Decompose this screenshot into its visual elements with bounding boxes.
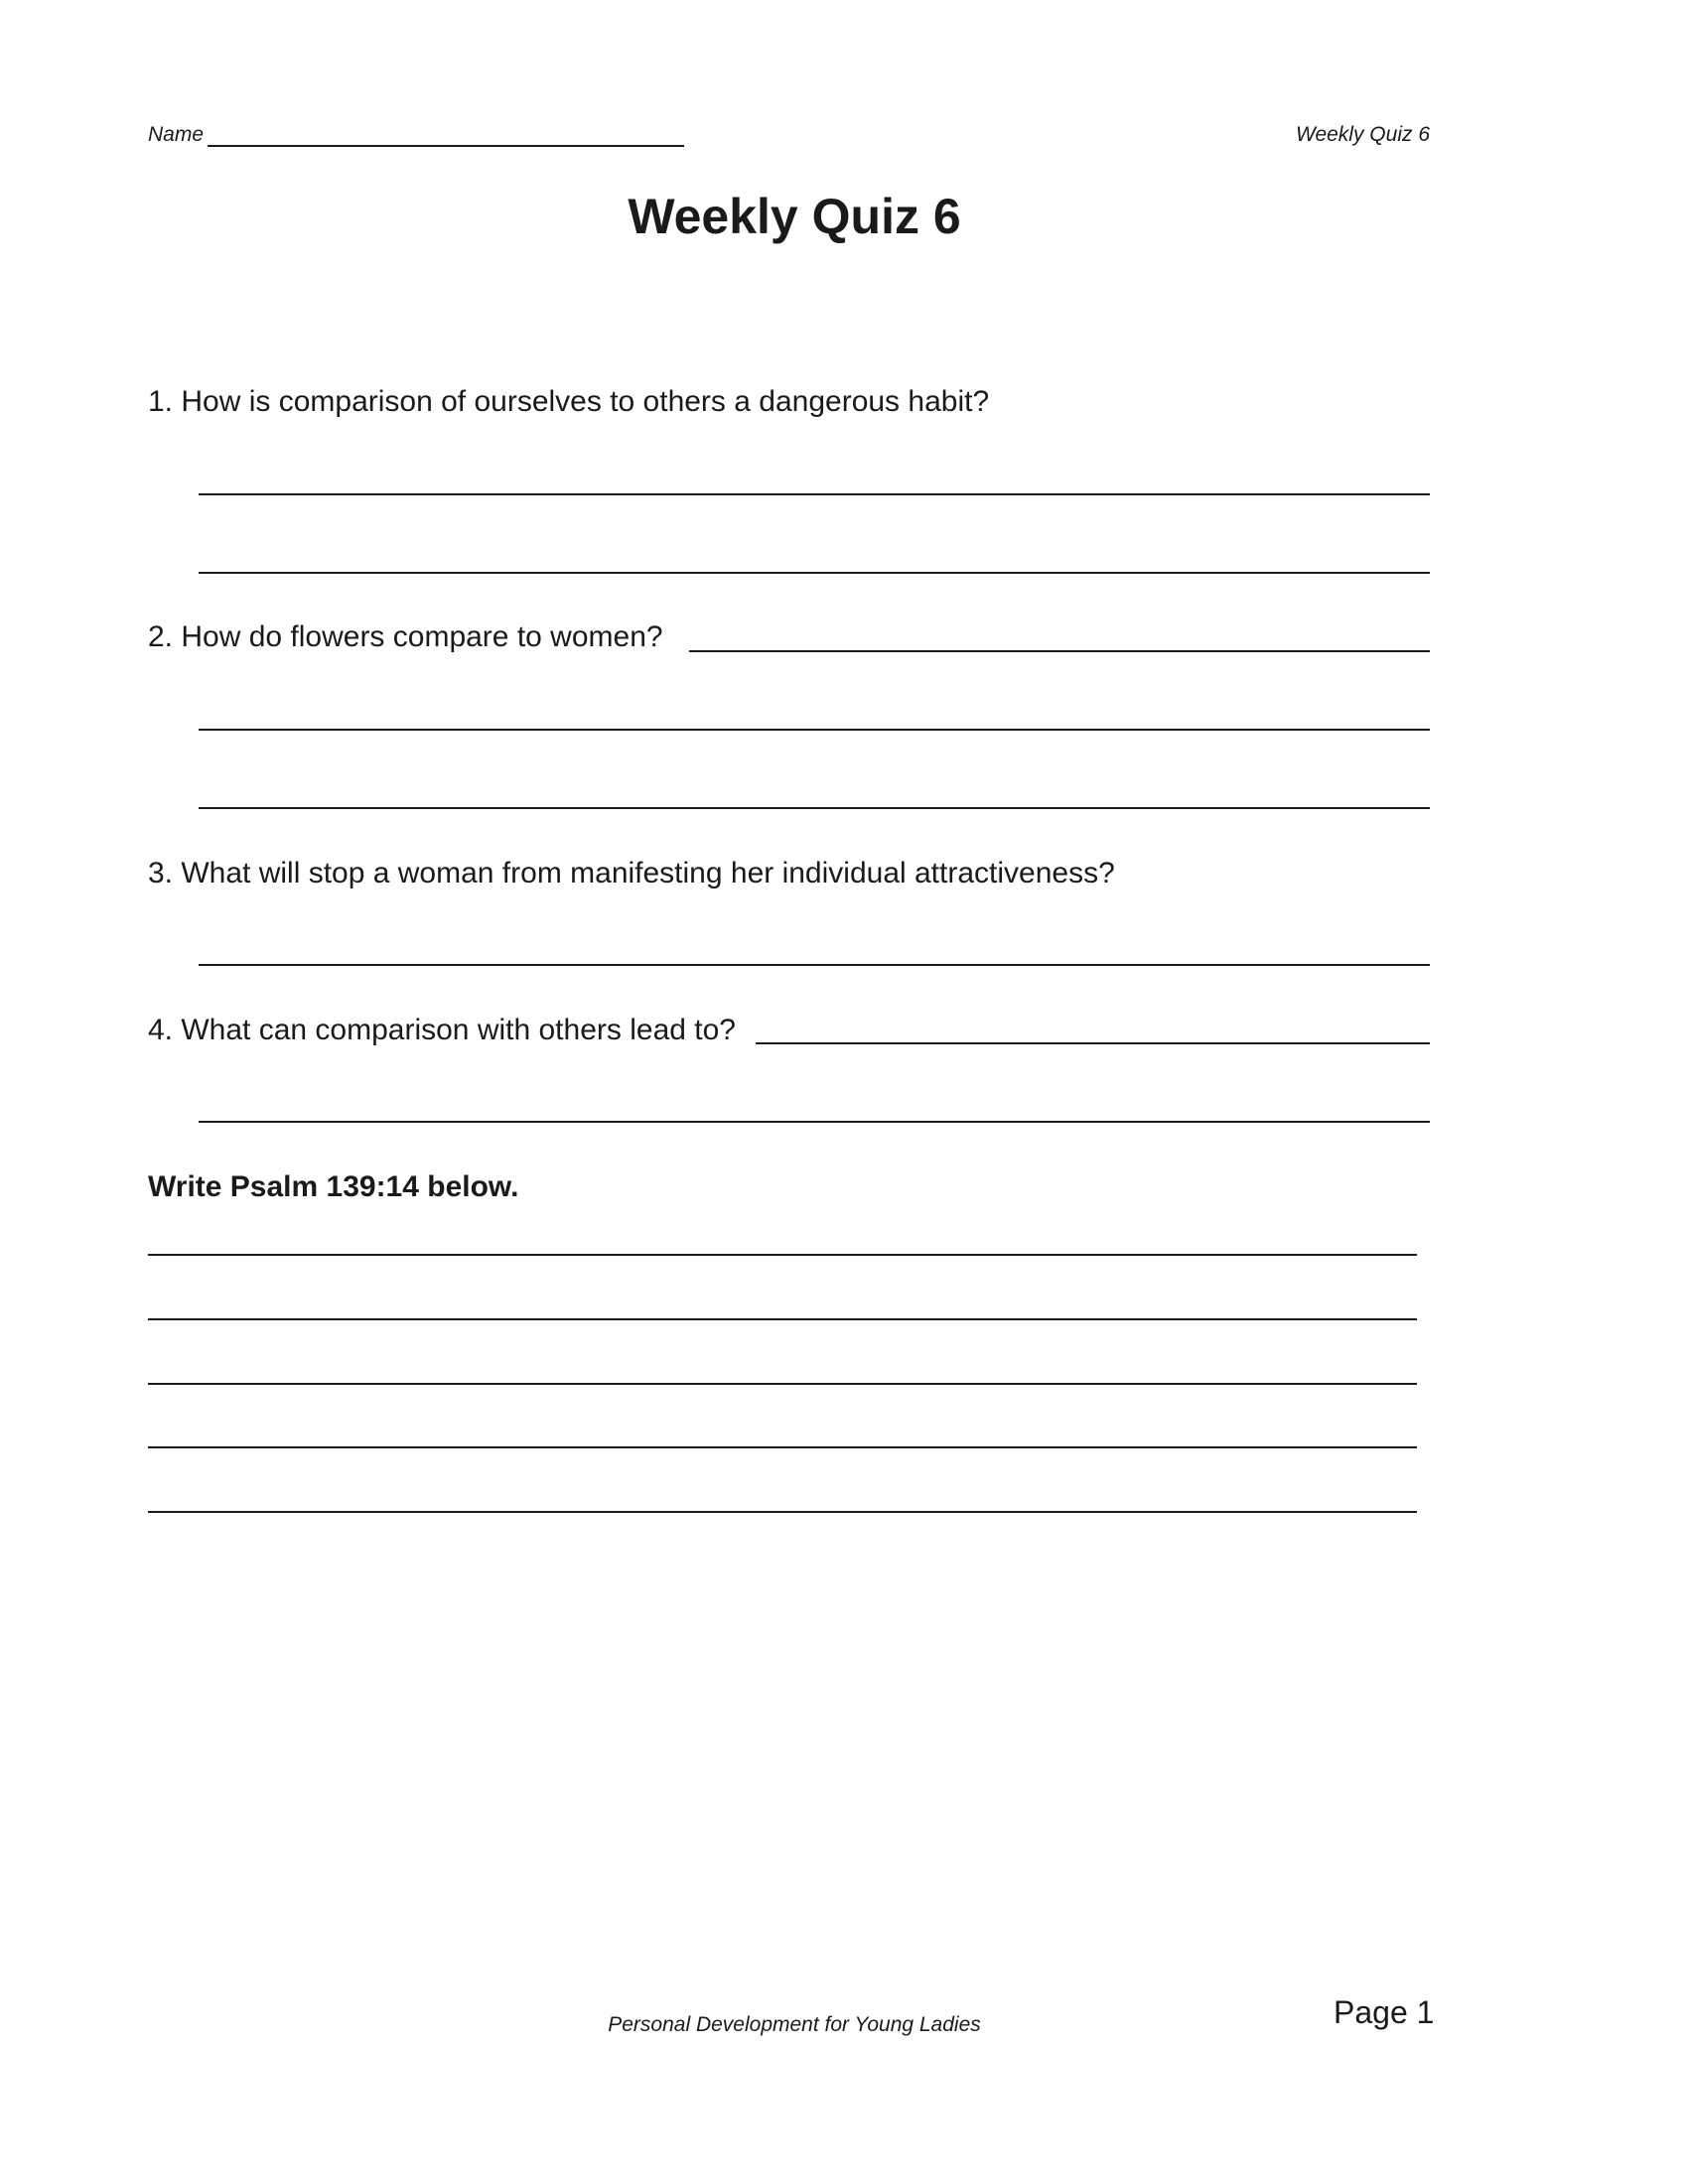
answer-line-4a[interactable]: [756, 1042, 1430, 1044]
answer-line-1a[interactable]: [199, 493, 1430, 495]
psalm-line-4[interactable]: [148, 1446, 1417, 1448]
answer-line-4b[interactable]: [199, 1121, 1430, 1123]
footer-book-title: Personal Development for Young Ladies: [608, 2013, 981, 2036]
page-title: Weekly Quiz 6: [628, 189, 961, 244]
psalm-line-1[interactable]: [148, 1254, 1417, 1256]
psalm-line-2[interactable]: [148, 1318, 1417, 1320]
question-3: 3. What will stop a woman from manifesting her individual attractiveness?: [148, 857, 1115, 889]
question-1: 1. How is comparison of ourselves to others a dangerous habit?: [148, 385, 990, 418]
psalm-line-3[interactable]: [148, 1383, 1417, 1385]
answer-line-2a[interactable]: [689, 650, 1430, 652]
answer-line-1b[interactable]: [199, 572, 1430, 574]
page-number: Page 1: [1334, 1994, 1435, 2030]
question-4: 4. What can comparison with others lead to?: [148, 1014, 736, 1046]
question-2: 2. How do flowers compare to women?: [148, 620, 663, 653]
name-label: Name: [148, 123, 205, 146]
psalm-line-5[interactable]: [148, 1511, 1417, 1513]
answer-line-3a[interactable]: [199, 964, 1430, 966]
answer-line-2b[interactable]: [199, 729, 1430, 731]
quiz-header-label: Weekly Quiz 6: [1296, 123, 1430, 146]
psalm-prompt: Write Psalm 139:14 below.: [148, 1170, 519, 1203]
name-field-line[interactable]: [208, 145, 684, 147]
answer-line-2c[interactable]: [199, 807, 1430, 809]
